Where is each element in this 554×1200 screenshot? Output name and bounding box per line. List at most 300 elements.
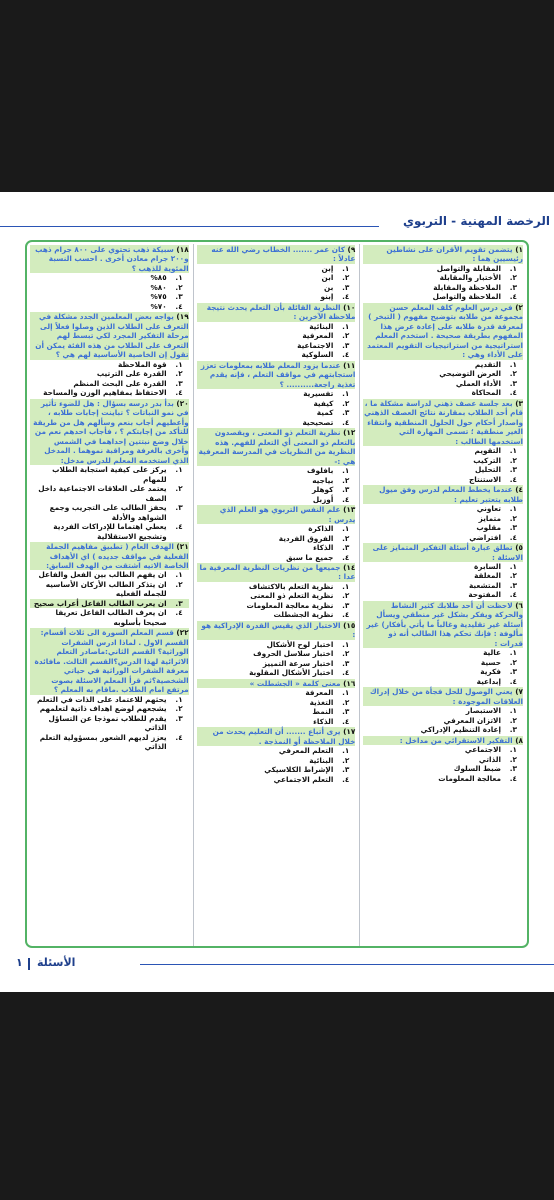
- question-body: النظرية القائلة بأن التعلم يحدث نتيجة ملاحظة الآخرين :: [206, 302, 356, 322]
- option-text: السلوكية: [301, 350, 334, 360]
- question-text: [363, 399, 523, 446]
- answer-option: [363, 264, 523, 273]
- answer-option: [197, 283, 356, 292]
- option-number: ٢.: [175, 704, 183, 714]
- option-number: ١.: [509, 648, 517, 658]
- answer-option: [197, 389, 356, 398]
- questions-frame: [25, 240, 529, 948]
- answer-option: [197, 524, 356, 533]
- question-number: ١): [515, 245, 523, 254]
- question-text: [30, 542, 189, 570]
- option-number: ١.: [509, 504, 517, 514]
- answer-option: [197, 668, 356, 677]
- option-number: ٢.: [509, 754, 517, 764]
- question-text: [30, 245, 189, 273]
- option-number: ٤.: [342, 552, 350, 562]
- page-header: [0, 214, 554, 234]
- answer-option: [363, 475, 523, 484]
- option-text: نظرية التعلم ذو المعنى: [250, 591, 334, 601]
- option-number: ٣.: [175, 378, 183, 388]
- answer-option: [363, 745, 523, 754]
- option-text: بافلوف: [307, 466, 334, 476]
- option-text: اختبار سرعة التمييز: [262, 658, 334, 668]
- answer-options: [197, 322, 356, 360]
- option-text: كوهلر: [311, 485, 334, 495]
- answer-option: [197, 553, 356, 562]
- answer-options: [197, 688, 356, 726]
- answer-option: [197, 601, 356, 610]
- option-number: ٤.: [342, 610, 350, 620]
- option-number: ١.: [342, 466, 350, 476]
- answer-option: [363, 369, 523, 378]
- answer-options: [363, 648, 523, 686]
- header-divider: [0, 226, 379, 227]
- option-text: ان يعرب الطالب الفاعل أعراب صحيح: [33, 598, 167, 608]
- option-number: ١.: [342, 321, 350, 331]
- answer-option: [363, 562, 523, 571]
- option-text: يعزز لديهم الشعور بمسؤولية التعلم الذاتي: [39, 732, 167, 752]
- option-number: ٣.: [342, 485, 350, 495]
- option-number: ٣.: [342, 340, 350, 350]
- answer-option: [363, 581, 523, 590]
- answer-options: [30, 273, 189, 311]
- option-text: إبداعية: [476, 676, 501, 686]
- question-text: [197, 245, 356, 264]
- option-number: ٢.: [175, 369, 183, 379]
- answer-option: [30, 503, 189, 522]
- option-number: ٢.: [509, 571, 517, 581]
- option-text: الذاكرة: [308, 524, 334, 534]
- question-number: ٦): [515, 600, 523, 610]
- option-text: نظرية الجشطلت: [273, 610, 334, 620]
- answer-option: [363, 716, 523, 725]
- option-text: يقدم للطلاب نموذجا عن التساؤل الذاتي: [48, 713, 167, 733]
- answer-option: [30, 714, 189, 733]
- option-text: القدرة على البحث المنظم: [73, 378, 167, 388]
- answer-option: [363, 706, 523, 715]
- option-text: جميع ما سبق: [286, 552, 334, 562]
- answer-option: [30, 695, 189, 704]
- option-number: ٣.: [509, 378, 517, 388]
- option-number: ٢.: [342, 591, 350, 601]
- option-text: نظرية معالجة المعلومات: [246, 600, 334, 610]
- answer-option: [197, 591, 356, 600]
- option-text: اختبار لوح الأشكال: [266, 639, 334, 649]
- option-number: ٣.: [342, 543, 350, 553]
- answer-option: [363, 677, 523, 686]
- option-text: البنائية: [309, 755, 334, 765]
- answer-option: [363, 523, 523, 532]
- option-text: افتراضي: [469, 532, 501, 542]
- option-number: ٣.: [509, 282, 517, 292]
- option-number: ٣.: [509, 580, 517, 590]
- option-number: ١.: [342, 524, 350, 534]
- answer-option: [197, 341, 356, 350]
- answer-option: [363, 456, 523, 465]
- answer-option: [363, 388, 523, 397]
- option-number: ١.: [175, 273, 183, 283]
- option-number: ٤.: [342, 668, 350, 678]
- question-number: ٢): [515, 302, 523, 312]
- questions-columns: [27, 244, 527, 946]
- question-text: [363, 485, 523, 504]
- question-body: بدأ بدر درسه بسؤال : هل للضوء تأثير في نمو النباتات ؟ تباينت إجابات طلابه ، وأعطيهم أجاب بنعم وسألهم هل من طريقة للتأكد من إجابتكم ؟ ، فأجاب احدهم نعم من خلال وضع نبتتين إحداهما في الشمس وأخرى بالغرفة ومراقبة نموهما . المدخل الذي استخدمه المعلم للدرس مدخل:: [33, 398, 189, 465]
- question-body: قسم المعلم السورة الى ثلاث أقسام: القسم الاول . لماذا ادرس الشفرات الوراثية؟ القسم الثاني:ماصادر التعلم الاثرائية لهذا الدرس؟القسم الثالث. مافائدة معرفة الشفرات الوراثية في حياتي الشخصية؟ثم قرأ المعلم الاسئلة بصوت مرتفع امام الطلاب .ماقام به المعلم ؟: [34, 628, 189, 695]
- option-number: ١.: [342, 746, 350, 756]
- answer-option: [197, 688, 356, 697]
- option-number: ١.: [342, 263, 350, 273]
- option-text: كمية: [316, 408, 334, 418]
- option-number: ٢.: [342, 697, 350, 707]
- answer-options: [363, 504, 523, 542]
- option-text: معالجة المعلومات: [438, 773, 501, 783]
- answer-option: [30, 608, 189, 627]
- option-text: ٧٠%: [150, 301, 167, 311]
- answer-option: [363, 755, 523, 764]
- option-number: ١.: [175, 694, 183, 704]
- question-number: ٨): [515, 735, 523, 745]
- question-body: يتضمن تقويم الأقران على نشاطين رئيسيين هما :: [386, 245, 523, 264]
- answer-options: [197, 264, 356, 302]
- question-number: ١٧): [343, 727, 356, 737]
- answer-option: [363, 774, 523, 783]
- option-number: ١.: [509, 706, 517, 716]
- option-number: ٢.: [175, 282, 183, 292]
- option-number: ٣.: [509, 523, 517, 533]
- option-text: اختبار سلاسل الحروف: [253, 649, 334, 659]
- footer-label: الأسئلة: [37, 956, 76, 969]
- question-body: يعني الوصول للحل فجأة من خلال إدراك العلاقات الموجودة :: [369, 687, 523, 706]
- question-text: [30, 312, 189, 359]
- option-text: الاستبصار: [465, 706, 501, 716]
- answer-options: [30, 465, 189, 541]
- answer-options: [30, 695, 189, 752]
- question-text: [197, 303, 356, 322]
- answer-option: [363, 571, 523, 580]
- option-text: المغلقة: [474, 571, 501, 581]
- answer-option: [30, 580, 189, 599]
- option-text: ٨٥%: [150, 273, 167, 283]
- question-text: [363, 303, 523, 360]
- answer-option: [363, 667, 523, 676]
- answer-option: [197, 466, 356, 475]
- question-text: [30, 628, 189, 694]
- option-text: التغذية: [309, 697, 334, 707]
- option-number: ٢.: [175, 484, 183, 494]
- option-text: ٧٥%: [150, 292, 167, 302]
- option-number: ٤.: [175, 732, 183, 742]
- answer-option: [363, 446, 523, 455]
- answer-option: [197, 495, 356, 504]
- answer-option: [363, 360, 523, 369]
- answer-option: [30, 360, 189, 369]
- option-number: ٤.: [509, 532, 517, 542]
- option-text: الاجتماعي: [464, 745, 501, 755]
- answer-options: [197, 524, 356, 562]
- option-number: ١.: [342, 389, 350, 399]
- option-number: ٤.: [175, 608, 183, 618]
- page-footer: [0, 954, 554, 976]
- question-body: الاختبار الذي يقيس القدرة الإدراكية هو :: [201, 620, 356, 640]
- question-number: ١١): [343, 360, 356, 370]
- answer-option: [30, 302, 189, 311]
- option-text: يركز على كيفية استجابة الطلاب للمهام: [52, 465, 167, 484]
- question-number: ٧): [515, 687, 523, 697]
- option-text: الأداء العملي: [455, 378, 501, 388]
- answer-option: [197, 756, 356, 765]
- answer-option: [363, 379, 523, 388]
- option-text: يحفز الطالب على التجريب وجمع الشواهد والأدلة: [49, 503, 167, 522]
- question-text: [197, 727, 356, 746]
- question-number: ١٩): [176, 312, 189, 322]
- option-number: ٣.: [509, 725, 517, 735]
- option-number: ٤.: [342, 417, 350, 427]
- option-number: ٣.: [175, 503, 183, 513]
- question-text: [363, 543, 523, 562]
- answer-option: [363, 504, 523, 513]
- option-number: ٢.: [509, 715, 517, 725]
- answer-option: [363, 465, 523, 474]
- option-number: ٣.: [509, 465, 517, 475]
- answer-option: [197, 408, 356, 417]
- answer-option: [197, 717, 356, 726]
- question-number: ٥): [515, 543, 523, 553]
- answer-option: [30, 522, 189, 541]
- question-body: بعد جلسة عصف ذهني لدراسة مشكلة ما ، قام أحد الطلاب بمقارنة نتائج العصف الذهني واصدار أحكام حول الحلول المنطقية وانتقاء الغير منطقية ؛ تسمى المهارة التي استخدمها الطالب :: [364, 398, 523, 446]
- option-text: الاتزان المعرفي: [443, 715, 501, 725]
- question-number: ٢٠): [176, 398, 189, 408]
- option-number: ١.: [509, 446, 517, 456]
- answer-option: [30, 599, 189, 608]
- option-number: ٤.: [342, 774, 350, 784]
- answer-options: [363, 745, 523, 783]
- option-number: ١.: [342, 688, 350, 698]
- option-text: المتشعبة: [468, 580, 501, 590]
- question-text: [363, 245, 523, 264]
- answer-options: [363, 264, 523, 302]
- answer-option: [197, 775, 356, 784]
- answer-option: [197, 273, 356, 282]
- answer-options: [30, 570, 189, 627]
- option-text: يشجعهم لوضع اهداف ذاتية لتعلمهم: [39, 704, 167, 714]
- question-text: [197, 505, 356, 524]
- option-number: ٣.: [342, 765, 350, 775]
- question-body: في درس العلوم كلف المعلم حسن مجموعة من طلابه بتوضيح مفهوم ( التبخر ) لمعرفة قدرة طلابه على إعادة عرض هذا المفهوم بطريقة صحيحة . استخدم المعلم استراتيجية من استراتيجيات التقويم المعتمد على الأداء وهي :: [367, 302, 523, 360]
- option-text: الاحتفاظ بمفاهيم الوزن والمساحة: [43, 388, 167, 398]
- option-text: كيفية: [313, 398, 334, 408]
- option-number: ٢.: [342, 475, 350, 485]
- option-text: مقلوب: [476, 523, 501, 533]
- option-text: البنائية: [309, 321, 334, 331]
- option-number: ٤.: [175, 388, 183, 398]
- answer-option: [197, 610, 356, 619]
- option-text: الفروق الفردية: [278, 533, 334, 543]
- answer-option: [363, 283, 523, 292]
- option-text: حسية: [480, 657, 501, 667]
- option-text: ان يتذكر الطالب الأركان الأساسيه للجمله الفعليه: [45, 579, 167, 599]
- question-text: [197, 361, 356, 389]
- option-text: الأختبار والمقابلة: [439, 273, 501, 283]
- question-body: لاحظت أن أحد طلابك كثير النشاط والحركة ويفكر بشكل غير منطقي ويسأل أسئلة غير تقليدية وغالباً ما يأتي بأفكار) غير مألوفة : فإنك تحكم هذا الطالب أنه ذو قدرات :: [366, 600, 523, 648]
- option-text: الاجتماعية: [297, 340, 334, 350]
- option-text: يعتمد على العلاقات الاجتماعية داخل الصف: [38, 484, 167, 503]
- option-text: الذكاء: [313, 716, 334, 726]
- option-text: التقديم: [474, 359, 501, 369]
- question-number: ١٥): [343, 620, 356, 630]
- answer-option: [30, 704, 189, 713]
- option-text: فكرية: [480, 667, 501, 677]
- option-number: ٢.: [342, 331, 350, 341]
- option-number: ٢.: [509, 513, 517, 523]
- questions-column-2: [194, 244, 361, 946]
- answer-options: [363, 562, 523, 600]
- answer-option: [197, 485, 356, 494]
- answer-option: [363, 292, 523, 301]
- answer-option: [363, 658, 523, 667]
- answer-option: [363, 590, 523, 599]
- question-number: ٢١): [176, 542, 189, 552]
- option-text: ان يعرف الطالب الفاعل تعريفا صحيحا بأسلوبه: [55, 608, 167, 627]
- option-text: الاستنتاج: [468, 474, 501, 484]
- option-number: ٢.: [342, 398, 350, 408]
- answer-option: [197, 322, 356, 331]
- option-number: ٣.: [342, 282, 350, 292]
- question-body: جميعها من نظريات النظرية المعرفية ما عدا :: [199, 562, 356, 582]
- page-title: الرخصة المهنية - التربوي: [402, 214, 550, 228]
- answer-options: [197, 466, 356, 504]
- option-text: الملاحظة والتواصل: [432, 292, 501, 302]
- option-text: المعرفة: [305, 688, 334, 698]
- answer-option: [363, 273, 523, 282]
- option-text: التحليل: [475, 465, 501, 475]
- answer-option: [363, 533, 523, 542]
- option-text: الذكاء: [313, 543, 334, 553]
- answer-options: [197, 389, 356, 427]
- answer-option: [30, 379, 189, 388]
- footer-divider: [140, 964, 554, 965]
- option-text: يحثهم للاعتماد على الذات في التعلم: [36, 694, 167, 704]
- question-text: [197, 428, 356, 466]
- question-number: ١٤): [343, 562, 356, 572]
- option-number: ٢.: [342, 273, 350, 283]
- answer-option: [197, 534, 356, 543]
- footer-separator: [28, 958, 30, 970]
- answer-option: [363, 648, 523, 657]
- option-number: ٤.: [342, 494, 350, 504]
- option-number: ٣.: [175, 713, 183, 723]
- option-number: ٢.: [342, 755, 350, 765]
- question-number: ٩): [347, 245, 356, 254]
- answer-options: [363, 446, 523, 484]
- option-text: المعرفية: [302, 331, 334, 341]
- answer-option: [30, 733, 189, 752]
- question-number: ٢٢): [176, 628, 189, 638]
- question-body: سبيكة ذهب تحتوي على ٨٠٠ جرام ذهب و٢٠٠ جرام معادن أخرى . احسب النسبة المئوية للذهب ؟: [35, 245, 189, 273]
- answer-option: [30, 570, 189, 579]
- answer-option: [197, 350, 356, 359]
- option-text: التعلم الاجتماعي: [273, 774, 334, 784]
- answer-option: [197, 659, 356, 668]
- answer-option: [197, 543, 356, 552]
- question-body: كان عمر ....... الخطاب رضي الله عنه عادلاً :: [211, 245, 356, 264]
- option-number: ٣.: [175, 598, 183, 608]
- option-number: ٣.: [342, 658, 350, 668]
- option-number: ٢.: [509, 455, 517, 465]
- answer-option: [197, 640, 356, 649]
- option-text: التركيب: [473, 455, 501, 465]
- question-body: نظرية التعلم ذو المعنى ، ويقصدون بالتعلم ذو المعنى أي التعلم للفهم. هذه النظرية من النظريات في المدرسة المعرفية هي :-: [198, 428, 356, 466]
- question-body: معنى كلمة « الجشطلت »: [249, 678, 341, 688]
- question-text: [197, 621, 356, 640]
- option-number: ١.: [342, 639, 350, 649]
- option-text: العرض التوضيحي: [439, 369, 501, 379]
- option-text: الذاتي: [478, 754, 501, 764]
- question-number: ١٠): [343, 302, 356, 312]
- option-text: بياجيه: [312, 475, 334, 485]
- option-text: السابرة: [474, 561, 501, 571]
- option-number: ٢.: [342, 649, 350, 659]
- document-page: [0, 192, 554, 992]
- answer-options: [363, 360, 523, 398]
- option-text: التعلم المعرفي: [278, 746, 334, 756]
- option-number: ٢.: [509, 369, 517, 379]
- question-text: [30, 399, 189, 465]
- question-number: ١٢): [343, 428, 356, 438]
- question-number: ٣): [515, 398, 523, 408]
- option-text: إبنو: [320, 292, 334, 302]
- option-number: ٣.: [175, 292, 183, 302]
- answer-option: [197, 746, 356, 755]
- answer-option: [197, 476, 356, 485]
- answer-option: [197, 331, 356, 340]
- option-number: ٣.: [342, 600, 350, 610]
- option-number: ٢.: [342, 533, 350, 543]
- option-text: النمط: [312, 707, 334, 717]
- answer-option: [197, 264, 356, 273]
- answer-option: [197, 765, 356, 774]
- question-text: [363, 601, 523, 648]
- option-text: أوزبل: [312, 494, 334, 504]
- option-number: ٢.: [509, 273, 517, 283]
- option-number: ٤.: [509, 590, 517, 600]
- option-number: ٢.: [175, 579, 183, 589]
- answer-option: [363, 514, 523, 523]
- answer-option: [30, 273, 189, 282]
- option-text: ضبط السلوك: [453, 764, 501, 774]
- option-text: التقويم: [474, 446, 501, 456]
- answer-option: [30, 292, 189, 301]
- option-text: تفسيرية: [303, 389, 334, 399]
- option-text: اختبار الأشكال المقلوبة: [249, 668, 334, 678]
- answer-option: [197, 418, 356, 427]
- option-number: ١.: [509, 359, 517, 369]
- option-number: ٣.: [509, 667, 517, 677]
- answer-option: [197, 292, 356, 301]
- question-text: [197, 679, 356, 688]
- option-number: ١.: [509, 745, 517, 755]
- answer-options: [197, 746, 356, 784]
- answer-options: [197, 582, 356, 620]
- option-text: إعادة التنظيم الإدراكي: [420, 725, 501, 735]
- option-text: عالية: [483, 648, 501, 658]
- question-body: علم النفس التربوي هو العلم الذي يدرس :: [219, 505, 356, 524]
- option-number: ٤.: [509, 292, 517, 302]
- option-text: بن: [324, 282, 334, 292]
- option-text: الإشراط الكلاسيكي: [264, 765, 334, 775]
- option-text: المفتوحة: [468, 590, 501, 600]
- question-body: يواجه بعض المعلمين الجدد مشكلة في التعرف على الطلاب الذين وصلوا فعلاً إلى مرحلة التفكير المجرد لكي تبسط لهم التعرف على الطلاب من هذه الفئة يمكن أن تقول إن الخاصية الأساسية لهم هي ؟: [35, 312, 189, 360]
- option-number: ١.: [342, 581, 350, 591]
